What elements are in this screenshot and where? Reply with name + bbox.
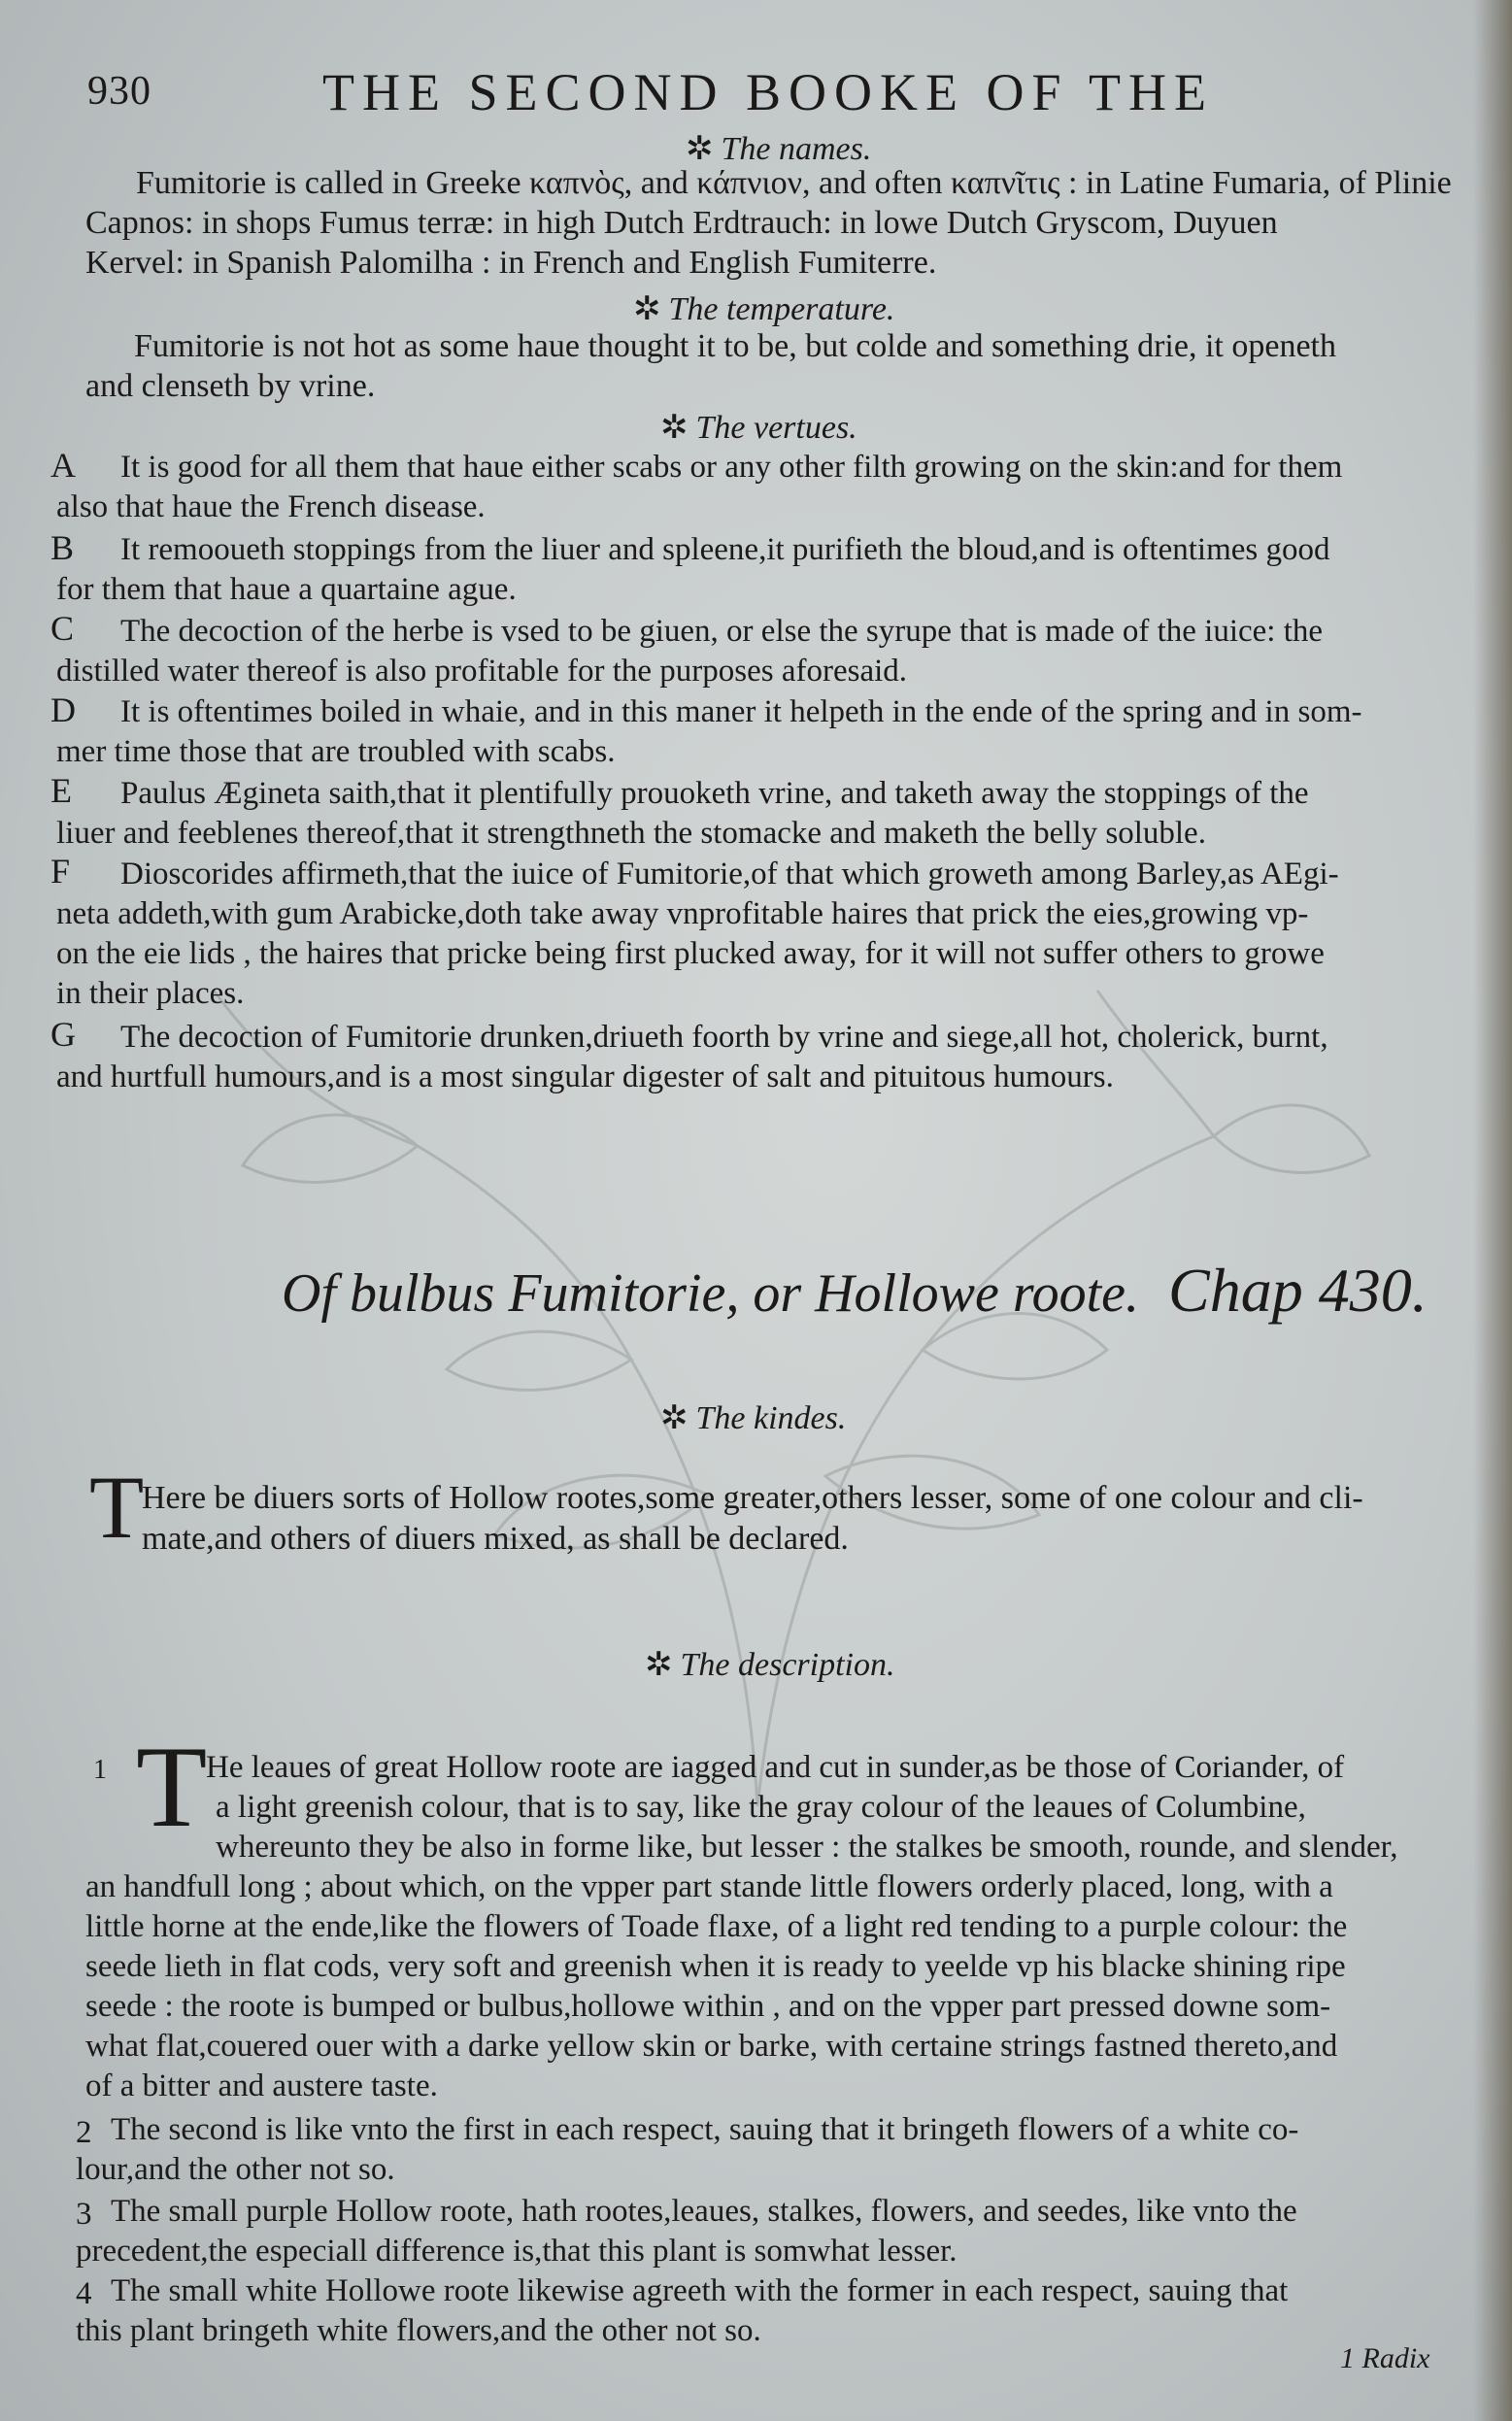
- text-line: seede lieth in flat cods, very soft and greenish when it is ready to yeelde vp his blacke shining ripe: [85, 1949, 1346, 1984]
- text-line: a light greenish colour, that is to say, like the gray colour of the leaues of Columbine,: [216, 1790, 1306, 1825]
- text-line: He leaues of great Hollow roote are iagged and cut in sunder,as be those of Coriander, of: [206, 1750, 1345, 1785]
- text-line: Capnos: in shops Fumus terræ: in high Dutch Erdtrauch: in lowe Dutch Gryscom, Duyuen: [85, 205, 1278, 241]
- text-line: distilled water thereof is also profitable for the purposes aforesaid.: [56, 654, 908, 689]
- text-line: Paulus Ægineta saith,that it plentifully prouoketh vrine, and taketh away the stoppings of the: [120, 776, 1309, 811]
- text-line: this plant bringeth white flowers,and the other not so.: [76, 2313, 761, 2348]
- text-line: The second is like vnto the first in each respect, sauing that it bringeth flowers of a white co-: [111, 2112, 1299, 2147]
- asterism-icon: ✲: [686, 131, 714, 167]
- text-line: Kervel: in Spanish Palomilha : in French and English Fumiterre.: [85, 245, 937, 281]
- text-line: what flat,couered ouer with a darke yellow skin or barke, with certaine strings fastned thereto,and: [85, 2029, 1338, 2064]
- item-number: 2: [76, 2115, 92, 2150]
- item-number: 3: [76, 2197, 92, 2232]
- text-line: It is good for all them that haue either scabs or any other filth growing on the skin:and for them: [120, 450, 1343, 485]
- margin-letter: F: [50, 852, 71, 891]
- section-heading-vertues: ✲ The vertues.: [660, 410, 857, 446]
- temperature-paragraph: [85, 326, 1512, 406]
- text-line: on the eie lids , the haires that pricke being first plucked away, for it will not suffer others to growe: [56, 936, 1325, 971]
- section-heading-description: ✲ The description.: [645, 1647, 895, 1683]
- running-head: THE SECOND BOOKE OF THE: [322, 63, 1215, 121]
- page-number: 930: [87, 69, 151, 114]
- catchword: 1 Radix: [1340, 2342, 1430, 2374]
- text-line: Here be diuers sorts of Hollow rootes,some greater,others lesser, some of one colour and cli-: [142, 1480, 1363, 1516]
- asterism-icon: ✲: [645, 1647, 673, 1683]
- text-line: The decoction of Fumitorie drunken,driueth foorth by vrine and siege,all hot, cholerick, burnt,: [120, 1020, 1328, 1055]
- text-line: little horne at the ende,like the flowers of Toade flaxe, of a light red tending to a purple colour: the: [85, 1909, 1348, 1944]
- text-line: also that haue the French disease.: [56, 489, 486, 524]
- margin-letter: A: [50, 446, 76, 485]
- chapter-title-text: Of bulbus Fumitorie, or Hollowe roote.: [282, 1263, 1140, 1324]
- item-number: 1: [93, 1755, 107, 1785]
- asterism-icon: ✲: [633, 291, 661, 327]
- drop-cap: T: [136, 1722, 208, 1851]
- text-line: neta addeth,with gum Arabicke,doth take away vnprofitable haires that prick the eies,growing vp-: [56, 896, 1309, 931]
- text-line: in their places.: [56, 976, 245, 1011]
- margin-letter: C: [50, 609, 75, 648]
- text-line: lour,and the other not so.: [76, 2152, 395, 2187]
- section-heading-kindes: ✲ The kindes.: [660, 1400, 847, 1436]
- text-line: precedent,the especiall difference is,that this plant is somwhat lesser.: [76, 2234, 958, 2269]
- text-line: mate,and others of diuers mixed, as shall be declared.: [142, 1521, 849, 1557]
- margin-letter: G: [50, 1015, 76, 1054]
- margin-letter: E: [50, 771, 72, 810]
- text-line: Dioscorides affirmeth,that the iuice of Fumitorie,of that which groweth among Barley,as AEgi-: [120, 857, 1339, 891]
- text-line: It remooueth stoppings from the liuer and spleene,it purifieth the bloud,and is oftentimes good: [120, 532, 1330, 567]
- text-line: an handfull long ; about which, on the vpper part stande little flowers orderly placed, long, with a: [85, 1869, 1333, 1904]
- text-line: The small white Hollowe roote likewise agreeth with the former in each respect, sauing that: [111, 2273, 1289, 2308]
- text-line: It is oftentimes boiled in whaie, and in this maner it helpeth in the ende of the spring and in som-: [120, 694, 1362, 729]
- text-line: seede : the roote is bumped or bulbus,hollowe within , and on the vpper part pressed downe som-: [85, 1989, 1331, 2024]
- margin-letter: B: [50, 528, 75, 567]
- text-line: for them that haue a quartaine ague.: [56, 572, 517, 607]
- text-line: and clenseth by vrine.: [85, 368, 376, 404]
- asterism-icon: ✲: [660, 410, 689, 446]
- drop-cap: T: [89, 1458, 145, 1557]
- item-number: 4: [76, 2276, 92, 2311]
- text-line: The decoction of the herbe is vsed to be giuen, or else the syrupe that is made of the iuice: the: [120, 614, 1324, 649]
- asterism-icon: ✲: [660, 1400, 689, 1436]
- section-heading-temperature: ✲ The temperature.: [633, 291, 895, 327]
- text-line: liuer and feeblenes thereof,that it strengthneth the stomacke and maketh the belly soluble.: [56, 816, 1206, 851]
- text-line: The small purple Hollow roote, hath rootes,leaues, stalkes, flowers, and seedes, like vnto the: [111, 2194, 1297, 2229]
- text-line: Fumitorie is called in Greeke καπνὸς, and κάπνιον, and often καπνῖτις : in Latine Fumaria, of Plinie: [136, 165, 1452, 201]
- chapter-title: [282, 1255, 1428, 1327]
- page-header: [87, 60, 1466, 128]
- text-line: of a bitter and austere taste.: [85, 2068, 438, 2103]
- text-line: and hurtfull humours,and is a most singular digester of salt and pituitous humours.: [56, 1059, 1114, 1094]
- chapter-number: Chap 430.: [1168, 1256, 1428, 1325]
- names-paragraph: [85, 163, 1512, 283]
- section-heading-names: ✲ The names.: [686, 131, 872, 167]
- text-line: mer time those that are troubled with scabs.: [56, 734, 616, 769]
- text-line: Fumitorie is not hot as some haue thought it to be, but colde and something drie, it openeth: [134, 328, 1336, 364]
- text-line: whereunto they be also in forme like, but lesser : the stalkes be smooth, rounde, and slender,: [216, 1830, 1398, 1865]
- margin-letter: D: [50, 690, 76, 729]
